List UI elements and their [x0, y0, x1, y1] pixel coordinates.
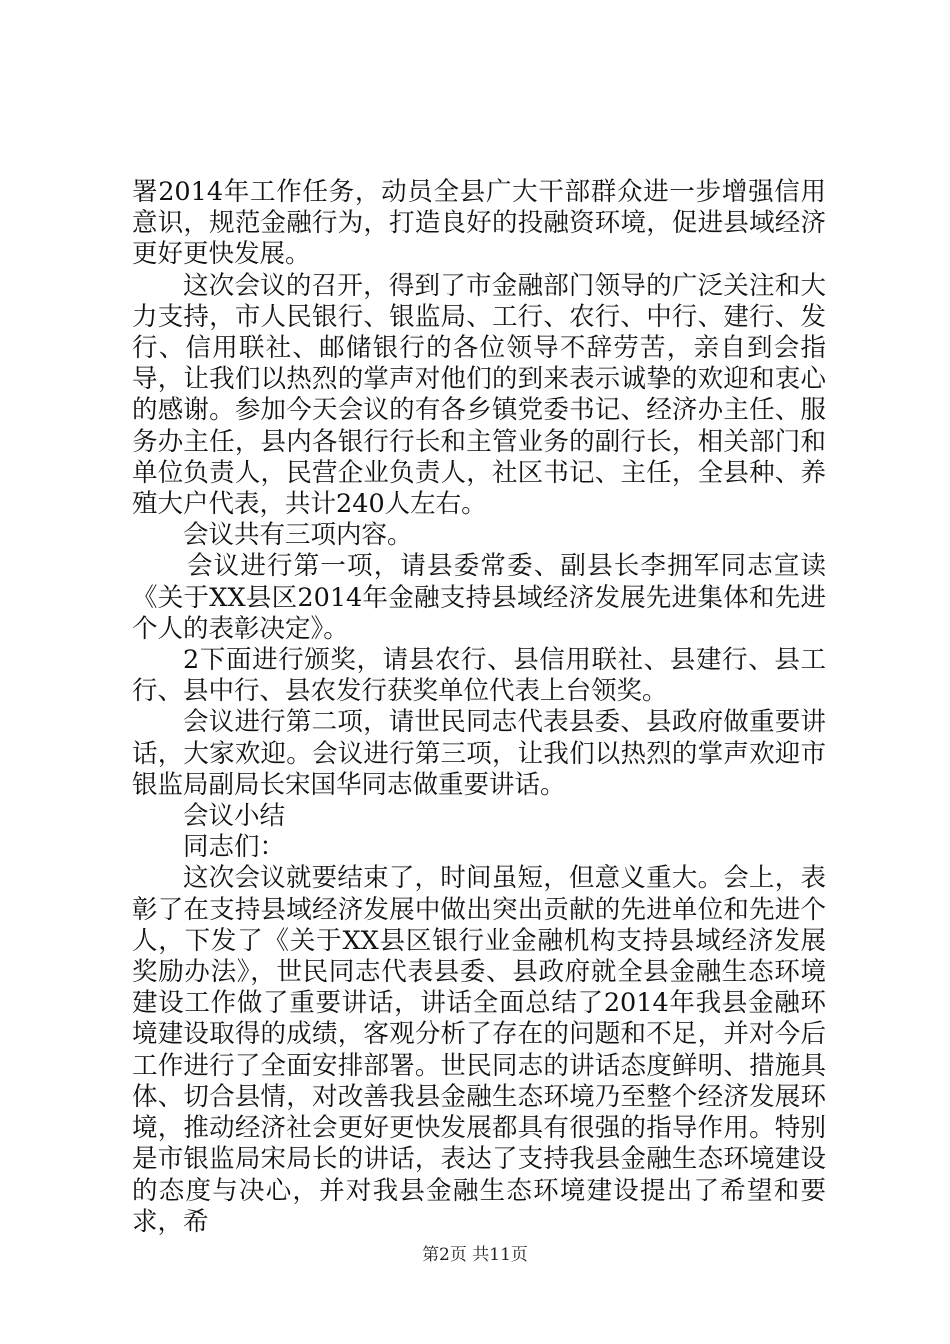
page-footer: 第2页 共11页	[422, 1245, 528, 1265]
paragraph-salutation: 同志们：	[183, 832, 286, 863]
paragraph-items-two-three: 会议进行第二项，请世民同志代表县委、县政府做重要讲话，大家欢迎。会议进行第三项，让我们以热烈的掌声欢迎市银监局副局长宋国华同志做重要讲话。	[132, 707, 826, 800]
paragraph-meeting-support: 这次会议的召开，得到了市金融部门领导的广泛关注和大力支持，市人民银行、银监局、工行、农行、中行、建行、发行、信用联社、邮储银行的各位领导不辞劳苦，亲自到会指导，让我们以热烈的掌声对他们的到来表示诚挚的欢迎和衷心的感谢。参加今天会议的有各乡镇党委书记、经济办主任、服务办主任，县内各银行行长和主管业务的副行长，相关部门和单位负责人，民营企业负责人，社区书记、主任，全县种、养殖大户代表，共计240人左右。	[132, 270, 826, 520]
paragraph-continuation: 署2014年工作任务，动员全县广大干部群众进一步增强信用意识，规范金融行为，打造良好的投融资环境，促进县域经济更好更快发展。	[132, 177, 826, 270]
paragraph-item-one: 会议进行第一项，请县委常委、副县长李拥军同志宣读《关于XX县区2014年金融支持县域经济发展先进集体和先进个人的表彰决定》。	[132, 551, 826, 644]
paragraph-three-items: 会议共有三项内容。	[183, 520, 413, 551]
document-body	[132, 177, 826, 1238]
paragraph-awards: 2下面进行颁奖，请县农行、县信用联社、县建行、县工行、县中行、县农发行获奖单位代表上台领奖。	[132, 645, 826, 707]
paragraph-summary-heading: 会议小结	[183, 801, 286, 832]
paragraph-summary: 这次会议就要结束了，时间虽短，但意义重大。会上，表彰了在支持县域经济发展中做出突出贡献的先进单位和先进个人，下发了《关于XX县区银行业金融机构支持县域经济发展奖励办法》，世民同志代表县委、县政府就全县金融生态环境建设工作做了重要讲话，讲话全面总结了2014年我县金融环境建设取得的成绩，客观分析了存在的问题和不足，并对今后工作进行了全面安排部署。世民同志的讲话态度鲜明、措施具体、切合县情，对改善我县金融生态环境乃至整个经济发展环境，推动经济社会更好更快发展都具有很强的指导作用。特别是市银监局宋局长的讲话，表达了支持我县金融生态环境建设的态度与决心，并对我县金融生态环境建设提出了希望和要求，希	[132, 863, 826, 1237]
